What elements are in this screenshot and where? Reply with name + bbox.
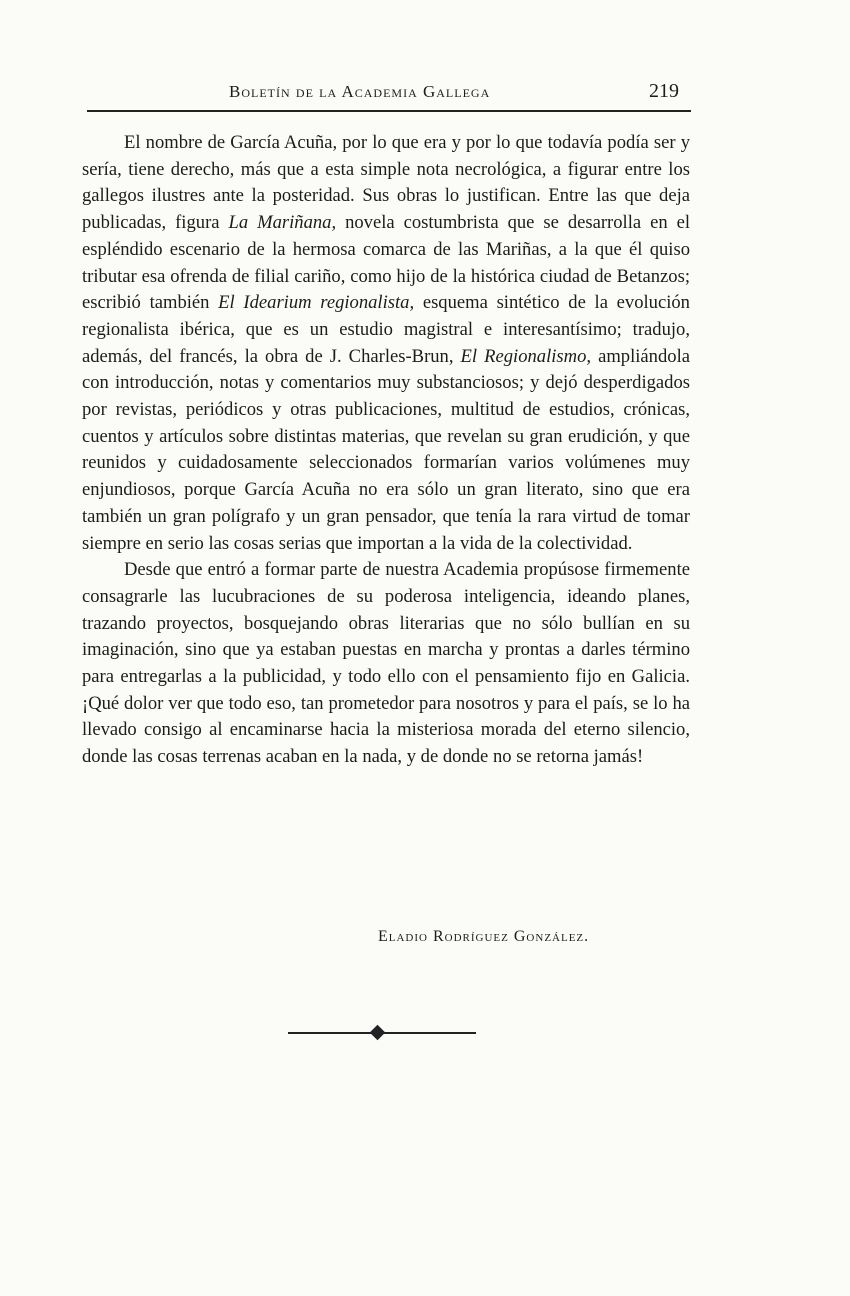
text-segment: novela costumbrista que se desarrolla en el espléndido escenario de la hermosa comarca de las Mariñas, a la que él quiso tributar esa ofrenda de filial cariño, como hijo de la histórica ciudad de Betanzos; escribió también [82,212,691,314]
ornament-diamond [370,1025,386,1041]
running-header [87,78,691,112]
text-segment: El nombre de García Acuña, por lo que era y por lo que todavía podía ser y sería, tiene derecho, más que a esta simple nota necrológica, a figurar entre los gallegos ilustres ante la posteridad. Sus obras lo justifican. Entre las que deja publicadas, figura [82,132,690,234]
book-title-la-marinana: La Mariñana, [228,212,337,234]
text-segment: ampliándola con introducción, notas y comentarios muy substanciosos; y dejó desperdigados por revistas, periódicos y otras publicaciones, multitud de estudios, crónicas, cuentos y artículos sobre distintas materias, que revelan su gran erudición, y que reunidos y cuidadosamente seleccionados formarían varios volúmenes muy enjundiosos, porque García Acuña no era sólo un gran literato, sino que era también un gran polígrafo y un gran pensador, que tenía la rara virtud de tomar siempre en serio las cosas serias que importan a la vida de la colectividad. [82,345,690,554]
page-number: 219 [649,80,679,102]
paragraph-1 [82,130,690,557]
paragraph-2 [82,557,690,771]
book-title-idearium: El Idearium regionalista, [218,292,415,314]
author-signature: Eladio Rodríguez González. [378,928,590,945]
article-body [82,130,690,771]
book-title-regionalismo: El Regionalismo, [460,345,592,367]
journal-title: Boletín de la Academia Gallega [229,82,491,101]
text-segment: Desde que entró a formar parte de nuestra Academia propúsose firmemente consagrarle las lucubraciones de su poderosa inteligencia, ideando planes, trazando proyectos, bosquejando obras literarias que no sólo bullían en su imaginación, sino que ya estaban puestas en marcha y prontas a darles término para entregarlas a la publicidad, y todo ello con el pensamiento fijo en Galicia. ¡Qué dolor ver que todo eso, tan prometedor para nosotros y para el país, se lo ha llevado consigo al encaminarse hacia la misteriosa morada del eterno silencio, donde las cosas terrenas acaban en la nada, y de donde no se retorna jamás! [82,559,690,768]
line-ornament-icon [288,1024,476,1042]
text-segment: esquema sintético de la evolución regionalista ibérica, que es un estudio magistral e interesantísimo; tradujo, además, del francés, la obra de J. Charles-Brun, [82,292,690,367]
